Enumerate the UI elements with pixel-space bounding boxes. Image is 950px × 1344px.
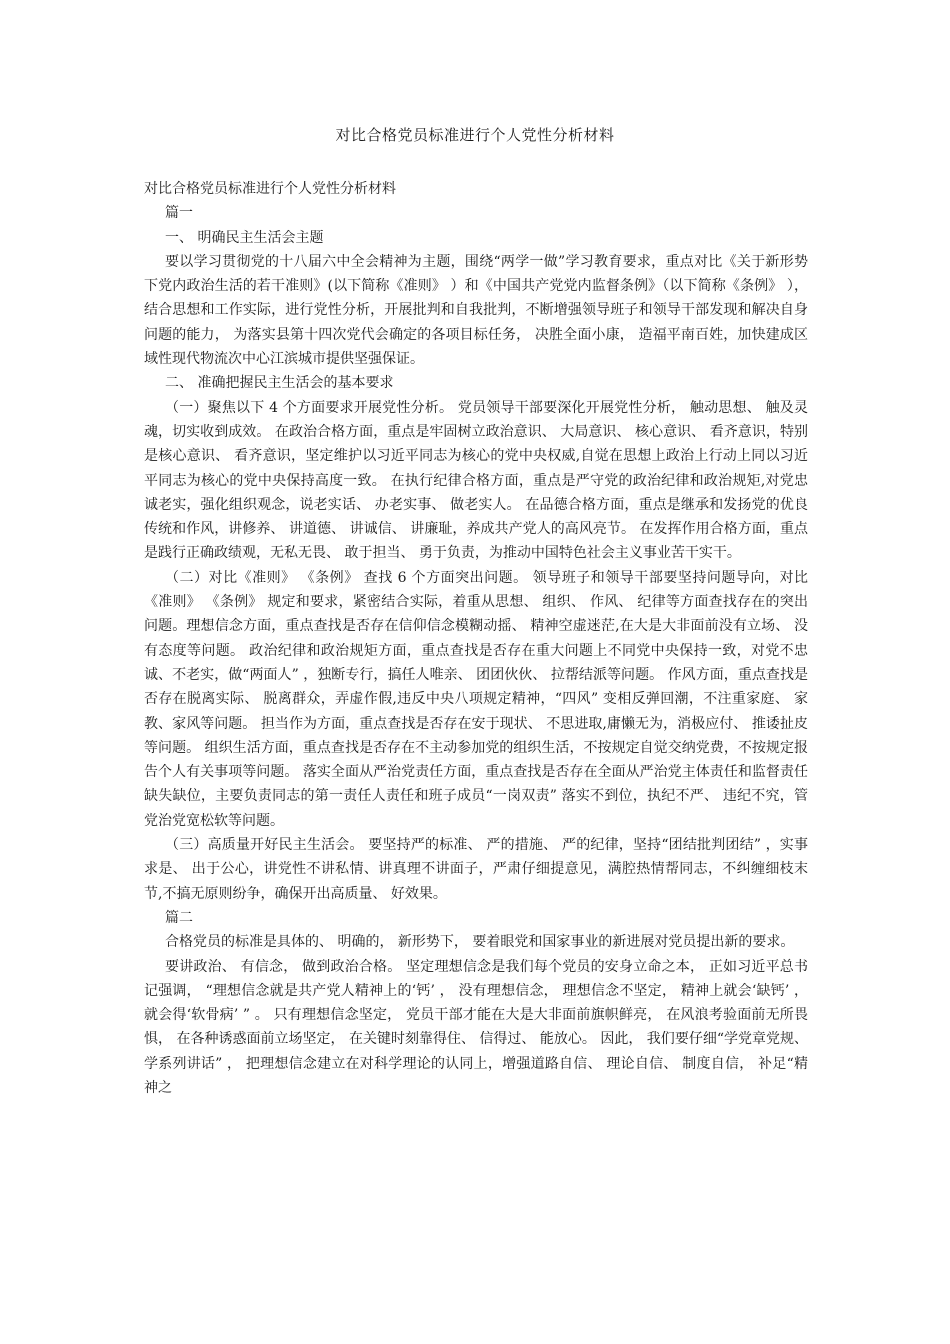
body-paragraph: （二）对比《准则》 《条例》 查找 6 个方面突出问题。 领导班子和领导干部要坚持问题导向，对比《准则》 《条例》 规定和要求，紧密结合实际，着重从思想、 组织、 作风、 纪律等方面查找存在的突出问题。理想信念方面，重点查找是否存在信仰信念模糊动摇、 精神空虚迷茫,在大是大非面前没有立场、 没有态度等问题。 政治纪律和政治规矩方面，重点查找是否存在重大问题上不同党中央保持一致，对党不忠诚、不老实，做“两面人” ，独断专行，搞任人唯亲、 团团伙伙、 拉帮结派等问题。 作风方面，重点查找是否存在脱离实际、 脱离群众，弄虚作假,违反中央八项规定精神，“四风” 变相反弹回潮，不注重家庭、 家教、家风等问题。 担当作为方面，重点查找是否存在安于现状、 不思进取,庸懒无为，消极应付、 推诿扯皮等问题。 组织生活方面，重点查找是否存在不主动参加党的组织生活，不按规定自觉交纳党费，不按规定报告个人有关事项等问题。 落实全面从严治党责任方面，重点查找是否存在全面从严治党主体责任和监督责任缺失缺位，主要负责同志的第一责任人责任和班子成员“一岗双责” 落实不到位，执纪不严、 违纪不究，管党治党宽松软等问题。 xyxy=(144,569,808,829)
document-title: 对比合格党员标准进行个人党性分析材料 xyxy=(335,126,615,144)
section-heading: 二、 准确把握民主生活会的基本要求 xyxy=(165,375,394,392)
body-paragraph: 要讲政治、 有信念， 做到政治合格。 坚定理想信念是我们每个党员的安身立命之本， 正如习近平总书记强调， “理想信念就是共产党人精神上的‘钙’ ， 没有理想信念， 理想信念不坚定， 精神上就会‘缺钙’ ， 就会得‘软骨病’ ” 。 只有理想信念坚定， 党员干部才能在大是大非面前旗帜鲜亮， 在风浪考验面前无所畏惧， 在各种诱惑面前立场坚定， 在关键时刻靠得住、 信得过、 能放心。 因此， 我们要仔细“学党章党规、 学系列讲话” ， 把理想信念建立在对科学理论的认同上，增强道路自信、 理论自信、 制度自信， 补足“精神之 xyxy=(144,958,808,1096)
section-heading: 篇二 xyxy=(165,909,193,926)
document-subtitle: 对比合格党员标准进行个人党性分析材料 xyxy=(144,181,396,197)
section-heading: 篇一 xyxy=(165,205,193,222)
body-paragraph: 要以学习贯彻党的十八届六中全会精神为主题，围绕“两学一做”学习教育要求，重点对比《关于新形势下党内政治生活的若干准则》(以下简称《准则》 ）和《中国共产党党内监督条例》（以下简称《条例》 ），结合思想和工作实际，进行党性分析，开展批判和自我批判，不断增强领导班子和领导干部发现和解决自身问题的能力， 为落实县第十四次党代会确定的各项目标任务， 决胜全面小康， 造福平南百姓，加快建成区域性现代物流次中心江滨城市提供坚强保证。 xyxy=(144,253,808,368)
body-paragraph: 合格党员的标准是具体的、 明确的， 新形势下， 要着眼党和国家事业的新进展对党员提出新的要求。 xyxy=(165,934,795,951)
section-heading: 一、 明确民主生活会主题 xyxy=(165,229,324,246)
document-body xyxy=(144,177,808,1100)
body-paragraph: （三）高质量开好民主生活会。 要坚持严的标准、 严的措施、 严的纪律，坚持“团结批判团结” ，实事求是、 出于公心，讲党性不讲私情、讲真理不讲面子，严肃仔细提意见，满腔热情帮同志，不纠缠细枝末节,不搞无原则纷争，确保开出高质量、 好效果。 xyxy=(144,837,808,902)
body-paragraph: （一）聚焦以下 4 个方面要求开展党性分析。 党员领导干部要深化开展党性分析， 触动思想、 触及灵魂，切实收到成效。 在政治合格方面，重点是牢固树立政治意识、 大局意识、 核心意识、 看齐意识，特别是核心意识、 看齐意识，坚定维护以习近平同志为核心的党中央权威,自觉在思想上政治上行动上同以习近平同志为核心的党中央保持高度一致。 在执行纪律合格方面，重点是严守党的政治纪律和政治规矩,对党忠诚老实，强化组织观念，说老实话、 办老实事、 做老实人。 在品德合格方面，重点是继承和发扬党的优良传统和作风，讲修养、 讲道德、 讲诚信、 讲廉耻，养成共产党人的高风亮节。 在发挥作用合格方面，重点是践行正确政绩观，无私无畏、 敢于担当、 勇于负责，为推动中国特色社会主义事业苦干实干。 xyxy=(144,399,808,562)
